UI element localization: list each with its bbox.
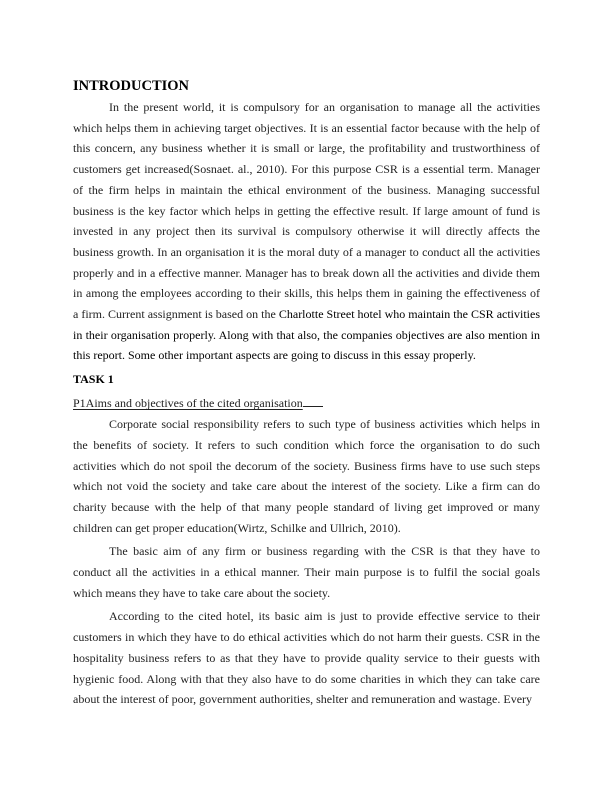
- task-1-heading: TASK 1: [73, 372, 114, 387]
- p1-subheading: [73, 393, 540, 413]
- introduction-heading: INTRODUCTION: [73, 78, 190, 94]
- introduction-text-part1: In the present world, it is compulsory for an organisation to manage all the activities which helps them in achieving target objectives. It is an essential factor because with the help of this concern, any business whether it is small or large, the profitability and trustworthiness of customers get increased(Sosnaet. al., 2010). For this purpose CSR is a essential term. Manager of the firm helps in maintain the ethical environment of the business. Managing successful business is the key factor which helps in getting the effective result. If large amount of fund is invested in any project then its survival is compulsory otherwise it will directly affects the business growth. In an organisation it is the moral duty of a manager to conduct all the activities properly and in a effective manner. Manager has to break down all the activities and divide them in among the employees according to their skills, this helps them in gaining the effectiveness of a firm. Current assignment is based on the: [73, 100, 540, 322]
- subheading-underline-trail: [303, 394, 323, 407]
- p1-paragraph-hotel-aim: According to the cited hotel, its basic aim is just to provide effective service to their customers in which they have to do ethical activities which do not harm their guests. CSR in the hospitality business refers to as that they have to provide quality service to their guests with hygienic food. Along with that they also have to do some charities in which they can take care about the interest of poor, government authorities, shelter and remuneration and wastage. Every: [73, 609, 540, 707]
- p1-subheading-text: P1Aims and objectives of the cited organisation: [73, 396, 303, 411]
- introduction-text-part2: Charlotte Street hotel who maintain the CSR activities in their organisation properly. Along with that also, the companies objectives are also mention in this report. Some other important aspects are going to discuss in this essay properly.: [73, 307, 541, 363]
- introduction-paragraph: [73, 97, 540, 366]
- p1-paragraph-csr-definition: Corporate social responsibility refers to such type of business activities which helps in the benefits of society. It refers to such condition which force the organisation to do such activities which do not spoil the decorum of the society. Business firms have to use such steps which not void the society and take care about the interest of the society. Like a firm can do charity because with the help of that many people standard of living get improved or many children can get proper education(Wirtz, Schilke and Ullrich, 2010).: [73, 417, 540, 535]
- document-body: [73, 76, 540, 713]
- p1-paragraph-basic-aim: The basic aim of any firm or business regarding with the CSR is that they have to conduct all the activities in a ethical manner. Their main purpose is to fulfil the social goals which means they have to take care about the society.: [73, 544, 540, 600]
